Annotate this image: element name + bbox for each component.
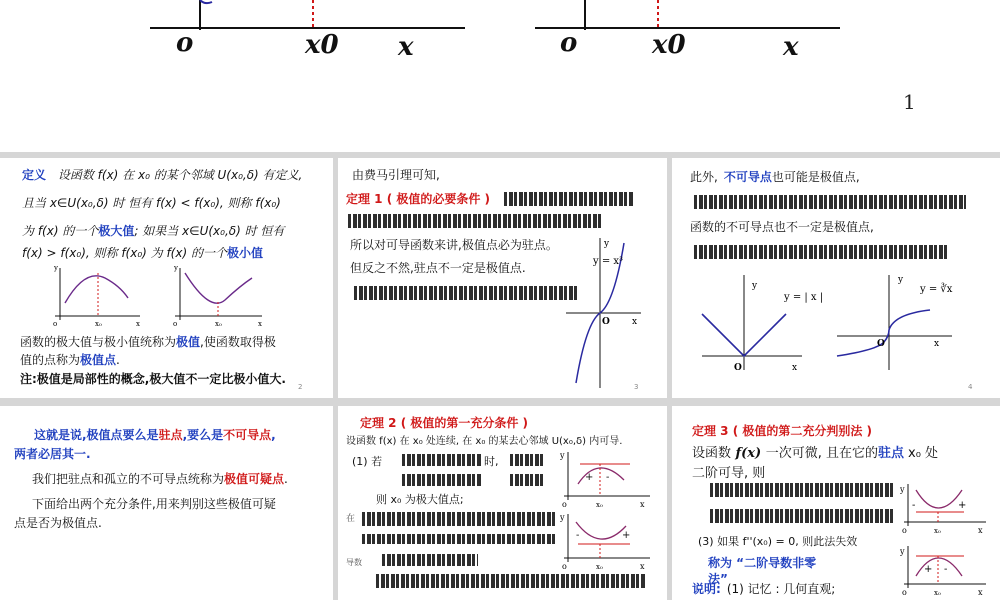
sketch1-y: y xyxy=(54,264,58,272)
either-line-2: 两者必居其一. xyxy=(14,447,91,461)
garbled-formula-1 xyxy=(504,192,634,206)
definition-line-2: 且当 x∈U(x₀,δ) 时 恒有 f(x) < f(x₀), 则称 f(x₀) xyxy=(22,196,281,210)
sketchB-x0: x₀ xyxy=(596,563,603,571)
term-local-minimum: 极小值 xyxy=(226,246,263,260)
either-line-c: ,要么是 xyxy=(182,428,224,442)
right-x0-label: x0 xyxy=(652,30,686,60)
sketchB-y: y xyxy=(560,513,565,522)
derivative-label: 导数 xyxy=(346,558,362,567)
right-origin-label: o xyxy=(560,28,578,58)
abs-origin: O xyxy=(734,363,742,373)
sketchC-curve xyxy=(916,490,962,508)
theorem-1-title: 定理 1 ( 极值的必要条件 ) xyxy=(346,192,491,206)
theorem-2-title: 定理 2 ( 极值的第一充分条件 ) xyxy=(360,416,529,430)
garbled-formula-4 xyxy=(510,474,544,486)
left-x0-label: x0 xyxy=(305,30,339,60)
cubic-origin: O xyxy=(602,317,610,327)
abs-x-label: x xyxy=(792,363,798,373)
cbrt-origin: O xyxy=(877,339,885,349)
sketchB-curve xyxy=(576,522,626,539)
suspect-line-c: . xyxy=(284,472,288,486)
sketchA-plus: + xyxy=(585,472,594,483)
term-local-maximum: 极大值 xyxy=(98,224,135,238)
garbled-formula-6 xyxy=(362,534,557,544)
slide-thumbnail-3[interactable] xyxy=(338,158,667,398)
para2-c: . xyxy=(116,353,120,367)
note-line: 注:极值是局部性的概念,极大值不一定比极小值大. xyxy=(20,372,286,386)
term-suspect-point: 极值可疑点 xyxy=(224,472,285,486)
para2-a: 值的点称为 xyxy=(20,353,81,367)
slide-thumbnail-5[interactable] xyxy=(0,406,333,600)
case1-when: 时, xyxy=(484,455,499,468)
definition-line-1: 设函数 f(x) 在 x₀ 的某个邻域 U(x₀,δ) 有定义, xyxy=(57,168,303,182)
definition-label: 定义 xyxy=(22,168,47,182)
thm3-case3: (3) 如果 f''(x₀) = 0, 则此法失效 xyxy=(698,535,858,548)
extremum-sketches xyxy=(40,258,333,338)
sketchA-x: x xyxy=(640,500,645,509)
sketchA-y: y xyxy=(560,451,565,460)
non-diff-line: 函数的不可导点也不一定是极值点, xyxy=(690,220,874,234)
garbled-formula-1 xyxy=(694,195,966,209)
stationary-line-1: 所以对可导函数来讲,极值点必为驻点。 xyxy=(350,238,558,252)
theorem-3-title: 定理 3 ( 极值的第二充分判别法 ) xyxy=(692,424,873,438)
thm3-line1-d: x₀ 处 xyxy=(908,446,939,461)
row-separator-2 xyxy=(0,398,1000,406)
top-slide-fragment xyxy=(0,0,1000,152)
garbled-formula-2 xyxy=(694,245,949,259)
fermat-line: 由费马引理可知, xyxy=(352,168,440,182)
term-extremum-point: 极值点 xyxy=(80,353,117,367)
cbrt-x-label: x xyxy=(934,339,940,349)
slide-number: 2 xyxy=(298,383,303,391)
garbled-formula-3 xyxy=(354,286,579,300)
slide-thumbnail-6[interactable] xyxy=(338,406,667,600)
left-origin-label: o xyxy=(176,28,194,58)
sketchD-x0: x₀ xyxy=(934,589,941,597)
right-x-label: x xyxy=(783,32,799,62)
term-stationary: 驻点 xyxy=(877,446,904,461)
top-axes-graphic xyxy=(0,0,1000,152)
page-number: 1 xyxy=(903,90,916,114)
suspect-line-a: 我们把驻点和孤立的不可导点统称为 xyxy=(32,472,225,486)
sketchA-o: o xyxy=(562,500,567,509)
thm3-line1-b: 一次可微, 且在它的 xyxy=(765,446,878,461)
left-curve-fragment xyxy=(200,0,212,3)
cubic-equation: y = x³ xyxy=(593,256,624,267)
case1-prefix: (1) 若 xyxy=(352,455,383,468)
garbled-formula-5 xyxy=(362,512,557,526)
sketch2-x0: x₀ xyxy=(215,320,222,328)
sketchB-minus: - xyxy=(576,530,580,541)
cbrt-equation: y = ∛x xyxy=(920,284,953,295)
sketch1-origin: o xyxy=(53,320,58,328)
term-extremum: 极值 xyxy=(176,335,201,349)
sketchD-x: x xyxy=(978,588,983,597)
sketchD-y: y xyxy=(900,547,905,556)
cbrt-curve xyxy=(837,310,930,356)
sketchC-y: y xyxy=(900,485,905,494)
term-non-diff-point: 不可导点 xyxy=(223,428,272,442)
slide-thumbnail-4[interactable] xyxy=(672,158,1000,398)
sketch1-x: x xyxy=(136,320,140,328)
sketch1-x0: x₀ xyxy=(95,320,102,328)
sketchC-plus: + xyxy=(958,500,967,511)
nondifferentiable-graphs xyxy=(692,270,1000,380)
garbled-formula-2 xyxy=(710,509,895,523)
cubic-graph xyxy=(566,238,646,388)
case2-prefix: 在 xyxy=(346,514,356,524)
note-text: (1) 记忆 : 几何直观; xyxy=(726,582,836,596)
slide-thumbnail-2[interactable] xyxy=(0,158,333,398)
sketch2-origin: o xyxy=(173,320,178,328)
besides-rest: 也可能是极值点, xyxy=(771,170,860,184)
sketchA-minus: - xyxy=(606,472,610,483)
definition-line-3b: ; 如果当 x∈U(x₀,δ) 时 恒有 xyxy=(134,224,285,238)
sketchB-o: o xyxy=(562,562,567,571)
garbled-formula-1 xyxy=(402,454,482,466)
definition-line-3a: 为 f(x) 的一个 xyxy=(22,224,99,238)
sketchA-x0: x₀ xyxy=(596,501,603,509)
sketchC-x: x xyxy=(978,526,983,535)
sketchB-plus: + xyxy=(622,530,631,541)
garbled-formula-2 xyxy=(510,454,544,466)
sufficient-line-1: 下面给出两个充分条件,用来判别这些极值可疑 xyxy=(32,497,276,511)
garbled-formula-1 xyxy=(710,483,895,497)
sufficient-line-2: 点是否为极值点. xyxy=(14,516,102,530)
sketchD-o: o xyxy=(902,588,907,597)
slide-number: 4 xyxy=(968,383,973,391)
left-x-label: x xyxy=(398,32,414,62)
sketchD-curve xyxy=(916,558,962,576)
cubic-x-label: x xyxy=(632,317,638,327)
sketch2-min-curve xyxy=(185,273,252,303)
abs-equation: y = | x | xyxy=(784,292,824,303)
sketchD-minus: - xyxy=(944,564,948,575)
slide-thumbnail-7[interactable]: 定理 3 ( 极值的第二充分判别法 ) 设函数 f(x) 一次可微, 且在它的驻点 x₀ 处 二阶可导, 则 (3) 如果 f''(x₀) = 0, 则此法失效 称为 “二阶导数非零 法” 说明: (1) 记忆 : 几何直观; - + y o x₀ x + - y o x₀ x xyxy=(672,406,1000,600)
thm3-line2: 二阶可导, 则 xyxy=(692,466,766,481)
either-line-a: 这就是说,极值点要么是 xyxy=(34,428,159,442)
term-stationary-point: 驻点 xyxy=(158,428,183,442)
theorem-2-statement: 设函数 f(x) 在 x₀ 处连续, 在 x₀ 的某去心邻域 U(x₀,δ) 内可导. xyxy=(346,436,623,447)
cubic-y-label: y xyxy=(604,239,610,249)
sketch1-max-curve xyxy=(65,276,128,303)
besides-text: 此外, xyxy=(690,170,718,184)
sketchC-minus: - xyxy=(912,500,916,511)
garbled-formula-7 xyxy=(382,554,478,566)
sketch2-y: y xyxy=(174,264,178,272)
thm3-nickname: 称为 “二阶导数非零 xyxy=(708,556,817,570)
garbled-formula-2 xyxy=(348,214,603,228)
sketchC-x0: x₀ xyxy=(934,527,941,535)
first-derivative-sketches xyxy=(560,450,660,600)
para1-a: 函数的极大值与极小值统称为 xyxy=(20,335,177,349)
cbrt-y-label: y xyxy=(898,275,904,285)
garbled-formula-3 xyxy=(402,474,482,486)
slide-number: 3 xyxy=(634,383,639,391)
sketchD-plus: + xyxy=(924,564,933,575)
thm3-nickname-2: 法” xyxy=(708,572,728,586)
stationary-line-2: 但反之不然,驻点不一定是极值点. xyxy=(350,261,526,275)
definition-line-4: f(x) > f(x₀), 则称 f(x₀) 为 f(x) 的一个 xyxy=(22,246,227,260)
sketchC-o: o xyxy=(902,526,907,535)
second-derivative-sketches xyxy=(902,484,992,600)
sketch2-x: x xyxy=(258,320,262,328)
sketchB-x: x xyxy=(640,562,645,571)
case1-result: 则 x₀ 为极大值点; xyxy=(376,493,464,506)
abs-y-label: y xyxy=(752,281,758,291)
term-non-differentiable: 不可导点 xyxy=(723,170,772,184)
para1-c: ,使函数取得极 xyxy=(200,335,276,349)
thm3-line1-a: 设函数 xyxy=(692,446,732,461)
note-label: 说明: xyxy=(692,582,721,596)
either-line-e: , xyxy=(271,428,276,442)
